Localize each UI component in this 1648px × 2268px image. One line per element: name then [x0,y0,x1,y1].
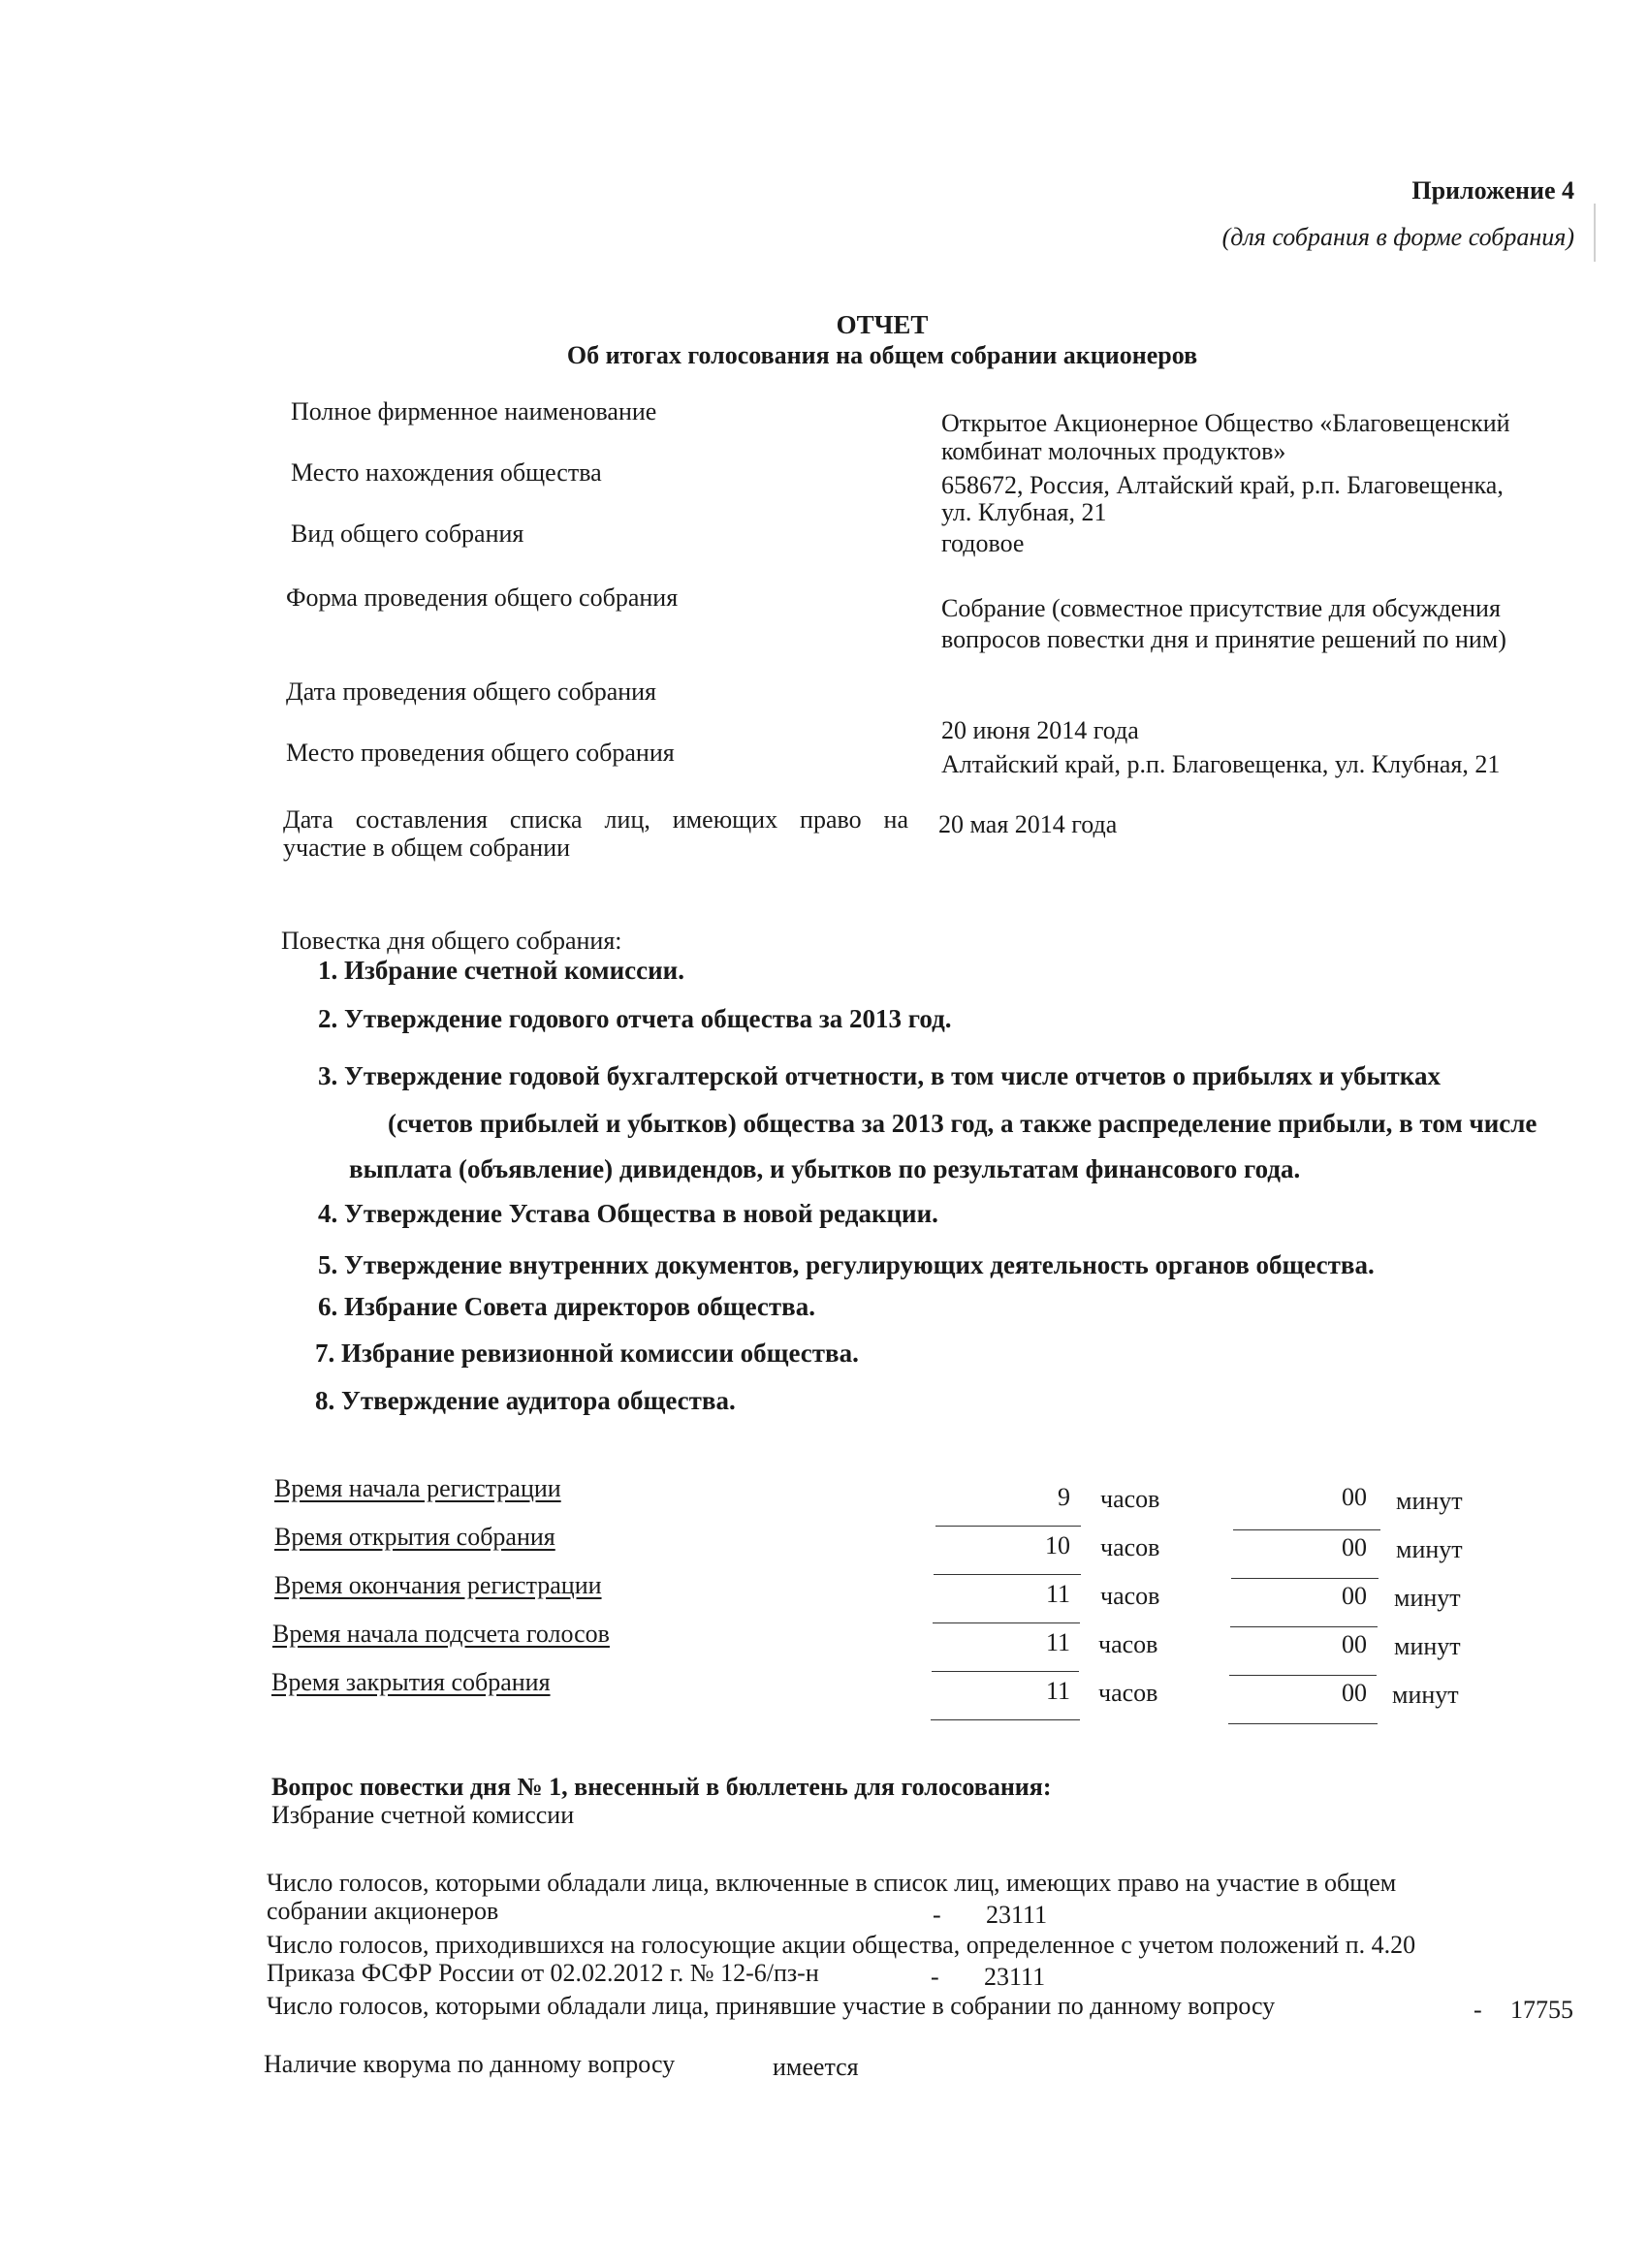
agenda-item-3-line-3: выплата (объявление) дивидендов, и убытков по результатам финансового года. [349,1154,1301,1183]
time-minutes-unit-2: минут [1396,1535,1463,1563]
time-minutes-registration-start: 00 [1342,1483,1367,1511]
time-hours-unit-4: часов [1098,1630,1158,1658]
info-label-list-date-2: участие в общем собрании [283,834,571,862]
info-label-meeting-place: Место проведения общего собрания [286,739,675,767]
time-minutes-line-2 [1231,1578,1379,1579]
votes-shares-text-1: Число голосов, приходившихся на голосующие акции общества, определенное с учетом положений п. 4.20 [267,1931,1416,1959]
votes-list-value: 23111 [986,1901,1048,1929]
info-label-list-date-1: Дата составления списка лиц, имеющих право на [283,805,908,834]
time-hours-line-3 [933,1622,1080,1623]
info-value-meeting-type: годовое [941,529,1025,557]
info-value-meeting-form-1: Собрание (совместное присутствие для обсуждения [941,594,1501,622]
time-label-meeting-close: Время закрытия собрания [271,1668,551,1696]
time-hours-meeting-open: 10 [1045,1531,1070,1559]
info-value-company-name-1: Открытое Акционерное Общество «Благовещенский [941,409,1510,437]
time-minutes-registration-end: 00 [1342,1582,1367,1610]
agenda-item-6: 6. Избрание Совета директоров общества. [318,1292,815,1321]
votes-shares-value: 23111 [984,1963,1046,1991]
time-hours-line-5 [931,1719,1080,1720]
votes-shares-text-2: Приказа ФСФР России от 02.02.2012 г. № 12-6/пз-н [267,1959,819,1987]
info-value-location-2: ул. Клубная, 21 [941,498,1107,526]
time-minutes-meeting-close: 00 [1342,1679,1367,1707]
agenda-item-1: 1. Избрание счетной комиссии. [318,956,684,985]
time-minutes-line-4 [1229,1675,1377,1676]
time-minutes-line-1 [1233,1529,1380,1530]
time-minutes-unit-3: минут [1394,1584,1461,1612]
time-minutes-line-3 [1230,1626,1378,1627]
time-label-registration-end: Время окончания регистрации [274,1571,602,1599]
votes-list-text-1: Число голосов, которыми обладали лица, включенные в список лиц, имеющих право на участие в общем [267,1869,1397,1897]
report-subtitle: Об итогах голосования на общем собрании акционеров [566,341,1198,369]
info-label-meeting-form: Форма проведения общего собрания [286,583,679,612]
quorum-value: имеется [773,2053,859,2081]
time-minutes-unit-4: минут [1394,1632,1461,1660]
question-1-topic: Избрание счетной комиссии [271,1801,575,1829]
agenda-item-5: 5. Утверждение внутренних документов, регулирующих деятельность органов общества. [318,1250,1375,1279]
scan-edge-mark [1594,204,1596,262]
info-value-meeting-place: Алтайский край, р.п. Благовещенка, ул. Клубная, 21 [941,750,1501,778]
time-hours-line-1 [935,1526,1081,1527]
info-value-location-1: 658672, Россия, Алтайский край, р.п. Благовещенка, [941,471,1504,499]
quorum-label: Наличие кворума по данному вопросу [264,2050,676,2078]
info-value-list-date: 20 мая 2014 года [938,810,1118,838]
time-minutes-counting-start: 00 [1342,1630,1367,1658]
info-value-company-name-2: комбинат молочных продуктов» [941,437,1286,465]
info-label-company-name: Полное фирменное наименование [291,397,657,425]
time-hours-line-2 [934,1574,1081,1575]
votes-list-dash: - [933,1901,941,1929]
time-minutes-meeting-open: 00 [1342,1533,1367,1561]
agenda-title: Повестка дня общего собрания: [281,927,622,955]
info-label-meeting-type: Вид общего собрания [291,520,524,548]
time-hours-unit-2: часов [1100,1533,1160,1561]
appendix-note: (для собрания в форме собрания) [1221,223,1574,251]
time-label-registration-start: Время начала регистрации [274,1474,561,1502]
info-value-meeting-date: 20 июня 2014 года [941,716,1139,744]
time-minutes-unit-1: минут [1396,1487,1463,1515]
agenda-item-7: 7. Избрание ревизионной комиссии общества. [315,1339,859,1368]
appendix-label: Приложение 4 [1411,176,1574,205]
time-hours-unit-1: часов [1100,1485,1160,1513]
time-hours-meeting-close: 11 [1045,1677,1070,1705]
info-value-meeting-form-2: вопросов повестки дня и принятие решений по ним) [941,625,1506,653]
time-hours-registration-start: 9 [1058,1483,1070,1511]
report-title: ОТЧЕТ [836,310,929,339]
question-1-heading: Вопрос повестки дня № 1, внесенный в бюллетень для голосования: [271,1773,1052,1801]
time-label-counting-start: Время начала подсчета голосов [272,1620,610,1648]
votes-participants-value: 17755 [1510,1996,1573,2024]
agenda-item-8: 8. Утверждение аудитора общества. [315,1386,736,1415]
agenda-item-2: 2. Утверждение годового отчета общества за 2013 год. [318,1004,952,1033]
votes-shares-dash: - [931,1963,939,1991]
agenda-item-4: 4. Утверждение Устава Общества в новой редакции. [318,1199,938,1228]
agenda-item-3-line-1: 3. Утверждение годовой бухгалтерской отчетности, в том числе отчетов о прибылях и убытках [318,1061,1441,1090]
votes-participants-text: Число голосов, которыми обладали лица, принявшие участие в собрании по данному вопросу [267,1992,1276,2020]
time-minutes-line-5 [1228,1723,1378,1724]
time-minutes-unit-5: минут [1392,1681,1459,1709]
time-hours-registration-end: 11 [1045,1580,1070,1608]
info-label-meeting-date: Дата проведения общего собрания [286,677,657,706]
time-label-meeting-open: Время открытия собрания [274,1523,555,1551]
time-hours-unit-3: часов [1100,1582,1160,1610]
votes-list-text-2: собрании акционеров [267,1897,499,1925]
time-hours-counting-start: 11 [1045,1628,1070,1656]
agenda-item-3-line-2: (счетов прибылей и убытков) общества за 2013 год, а также распределение прибыли, в том числе [388,1109,1537,1138]
votes-participants-dash: - [1474,1996,1482,2024]
time-hours-unit-5: часов [1098,1679,1158,1707]
time-hours-line-4 [932,1671,1079,1672]
info-label-location: Место нахождения общества [291,458,602,487]
